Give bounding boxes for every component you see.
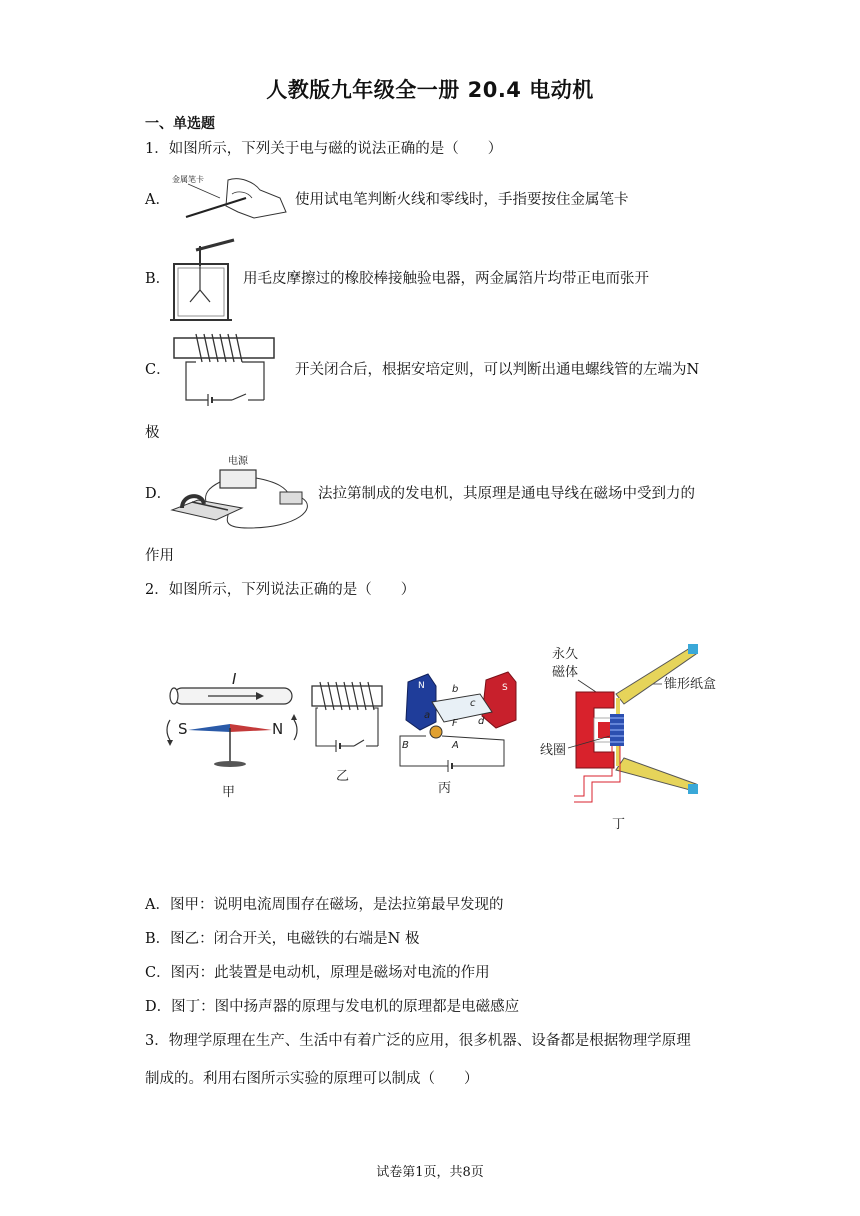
q3-stem-line-1: 3．物理学原理在生产、生活中有着广泛的应用，很多机器、设备都是根据物理学原理 bbox=[145, 1033, 691, 1049]
figure-bing-label: 丙 bbox=[438, 781, 452, 796]
q1-option-a-label: A． bbox=[145, 192, 170, 208]
q1-option-d-text-continued: 作用 bbox=[145, 548, 174, 564]
power-source-label: 电源 bbox=[228, 456, 248, 467]
figure-yi-label: 乙 bbox=[336, 769, 350, 784]
q2-option-b: B．图乙：闭合开关，电磁铁的右端是N 极 bbox=[145, 931, 420, 947]
point-b-label: b bbox=[452, 684, 459, 695]
figure-bing-motor bbox=[396, 666, 526, 798]
q1-option-c-text-continued: 极 bbox=[145, 425, 160, 441]
magnet-n-label: N bbox=[418, 681, 425, 691]
figure-ding-label: 丁 bbox=[612, 817, 626, 832]
q2-stem: 2．如图所示，下列说法正确的是（ ） bbox=[145, 582, 416, 598]
q1-option-d-text: 法拉第制成的发电机，其原理是通电导线在磁场中受到力的 bbox=[318, 486, 695, 502]
brush-b-label: B bbox=[402, 740, 409, 751]
electroscope-figure bbox=[166, 236, 238, 328]
motor-experiment-figure bbox=[168, 452, 318, 532]
solenoid-circuit-figure bbox=[168, 330, 280, 410]
brush-a-label: A bbox=[452, 740, 459, 751]
metal-clip-label: 金属笔卡 bbox=[172, 175, 204, 184]
figure-yi-electromagnet bbox=[306, 680, 388, 790]
q2-option-d: D．图丁：图中扬声器的原理与发电机的原理都是电磁感应 bbox=[145, 999, 520, 1015]
current-label: I bbox=[232, 670, 237, 688]
permanent-magnet-label-1: 永久 bbox=[552, 647, 579, 662]
pole-n-label: N bbox=[272, 720, 284, 738]
q2-option-c: C．图丙：此装置是电动机，原理是磁场对电流的作用 bbox=[145, 965, 490, 981]
page-title: 人教版九年级全一册 20.4 电动机 bbox=[266, 78, 594, 102]
figure-jia-label: 甲 bbox=[222, 785, 236, 798]
q1-option-b-text: 用毛皮摩擦过的橡胶棒接触验电器，两金属箔片均带正电而张开 bbox=[243, 271, 649, 287]
pole-s-label: S bbox=[178, 720, 188, 738]
point-d-label: d bbox=[478, 716, 485, 727]
q1-option-b-label: B． bbox=[145, 271, 171, 287]
q1-option-d-label: D． bbox=[145, 486, 172, 502]
page-footer: 试卷第1页，共8页 bbox=[376, 1165, 484, 1180]
coil-label: 线圈 bbox=[540, 743, 567, 758]
q1-stem: 1．如图所示，下列关于电与磁的说法正确的是（ ） bbox=[145, 141, 503, 157]
force-f-label: F bbox=[452, 718, 458, 729]
q1-option-c-text: 开关闭合后，根据安培定则，可以判断出通电螺线管的左端为N bbox=[295, 362, 700, 378]
cone-label: 锥形纸盒 bbox=[664, 677, 717, 692]
magnet-s-label: S bbox=[502, 683, 508, 693]
section-heading: 一、单选题 bbox=[145, 116, 215, 132]
figure-ding-speaker bbox=[540, 636, 730, 832]
q1-option-a-text: 使用试电笔判断火线和零线时，手指要按住金属笔卡 bbox=[295, 192, 629, 208]
permanent-magnet-label-2: 磁体 bbox=[552, 665, 579, 680]
point-a-label: a bbox=[424, 710, 431, 721]
q3-stem-line-2: 制成的。利用右图所示实验的原理可以制成（ ） bbox=[145, 1071, 479, 1087]
test-pen-figure bbox=[168, 172, 288, 224]
figure-jia-oersted bbox=[160, 668, 310, 798]
q1-option-c-label: C． bbox=[145, 362, 171, 378]
point-c-label: c bbox=[470, 698, 476, 709]
q2-option-a: A．图甲：说明电流周围存在磁场，是法拉第最早发现的 bbox=[145, 897, 504, 913]
